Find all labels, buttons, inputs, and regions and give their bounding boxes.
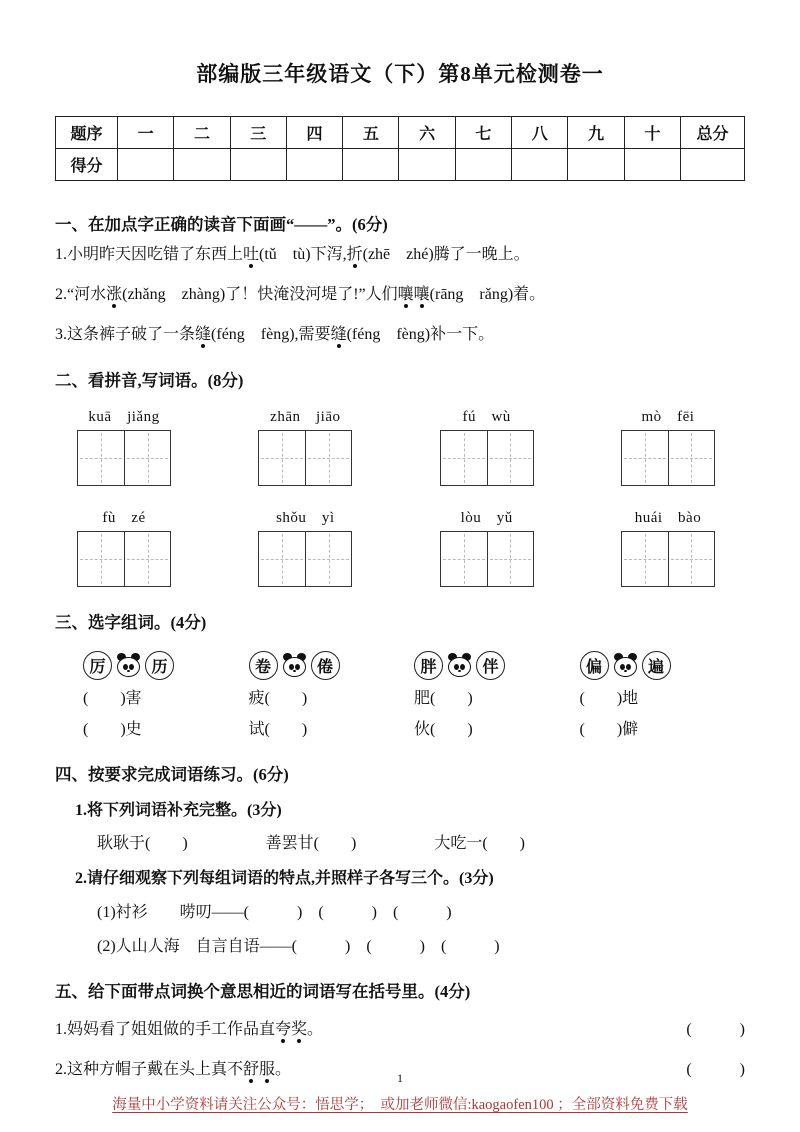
section3-heading: 三、选字组词。(4分) bbox=[55, 613, 207, 632]
pinyin-label: mò fēi bbox=[641, 409, 695, 425]
writing-cell bbox=[305, 532, 351, 586]
circled-character: 倦 bbox=[311, 651, 340, 680]
writing-cell bbox=[124, 532, 170, 586]
choice-word: ( )害 bbox=[83, 690, 142, 707]
section5-heading: 五、给下面带点词换个意思相近的词语写在括号里。(4分) bbox=[55, 982, 471, 1001]
section1-line-2: 2.“河水涨(zhǎng zhàng)了！快淹没河堤了!”人们嚷嚷(rāng rǎng)着。 bbox=[55, 275, 745, 315]
score-header-cell: 九 bbox=[568, 117, 624, 149]
score-cell bbox=[343, 149, 399, 181]
score-cell bbox=[118, 149, 174, 181]
panda-icon bbox=[281, 653, 308, 678]
score-header-cell: 五 bbox=[343, 117, 399, 149]
pinyin-label: fú wù bbox=[462, 409, 511, 425]
pinyin-word-group bbox=[621, 506, 715, 591]
pinyin-word-group bbox=[258, 506, 352, 591]
score-cell bbox=[624, 149, 680, 181]
section4-heading: 四、按要求完成词语练习。(6分) bbox=[55, 765, 289, 784]
score-cell bbox=[230, 149, 286, 181]
writing-cell bbox=[487, 431, 533, 485]
writing-cell bbox=[668, 532, 714, 586]
writing-cell bbox=[124, 431, 170, 485]
choice-word: 疲( ) bbox=[248, 690, 308, 707]
circled-character: 偏 bbox=[580, 651, 609, 680]
score-header-cell: 六 bbox=[399, 117, 455, 149]
writing-cell bbox=[305, 431, 351, 485]
sentence: 2.这种方帽子戴在头上真不舒服。 bbox=[55, 1050, 291, 1090]
section1-line-3: 3.这条裤子破了一条缝(féng fèng),需要缝(féng fèng)补一下。 bbox=[55, 315, 745, 355]
score-header-cell: 一 bbox=[118, 117, 174, 149]
score-header-cell: 八 bbox=[512, 117, 568, 149]
writing-cell bbox=[259, 431, 305, 485]
footer-text: 海量中小学资料请关注公众号：悟思学； 或加老师微信:kaogaofen100 ；全部资料免费下载 bbox=[112, 1097, 688, 1113]
score-table-score-row bbox=[56, 149, 745, 181]
choice-word: 试( ) bbox=[248, 721, 308, 738]
score-cell bbox=[286, 149, 342, 181]
writing-cell bbox=[622, 532, 668, 586]
section1-heading: 一、在加点字正确的读音下面画“——”。(6分) bbox=[55, 215, 388, 234]
writing-grid bbox=[258, 531, 352, 587]
section5-line-1 bbox=[55, 1010, 745, 1050]
score-header-cell: 二 bbox=[174, 117, 230, 149]
page-title: 部编版三年级语文（下）第8单元检测卷一 bbox=[196, 62, 604, 86]
pinyin-word-group bbox=[77, 506, 171, 591]
pinyin-label: lòu yǔ bbox=[460, 510, 513, 526]
score-header-cell: 十 bbox=[624, 117, 680, 149]
choice-word: 肥( ) bbox=[414, 690, 473, 707]
circled-character: 卷 bbox=[249, 651, 278, 680]
writing-cell bbox=[441, 431, 487, 485]
choice-word: ( )史 bbox=[83, 721, 142, 738]
choice-group bbox=[83, 647, 249, 745]
score-cell bbox=[174, 149, 230, 181]
score-cell bbox=[399, 149, 455, 181]
writing-grid bbox=[440, 430, 534, 486]
choice-group bbox=[249, 647, 415, 745]
score-header-cell: 七 bbox=[455, 117, 511, 149]
writing-cell bbox=[78, 431, 124, 485]
pinyin-word-group bbox=[440, 506, 534, 591]
answer-blank: ( ) bbox=[686, 1061, 745, 1078]
choice-group bbox=[580, 647, 746, 745]
panda-icon bbox=[612, 653, 639, 678]
section4-item1-label: 1.将下列词语补充完整。(3分) bbox=[75, 802, 282, 819]
writing-grid bbox=[621, 430, 715, 486]
writing-cell bbox=[622, 431, 668, 485]
panda-icon bbox=[446, 653, 473, 678]
score-cell bbox=[568, 149, 624, 181]
score-header-cell: 总分 bbox=[681, 117, 745, 149]
choice-word: ( )地 bbox=[579, 690, 639, 707]
section4-item2-sub2: (2)人山人海 自言自语——( ) ( ) ( ) bbox=[97, 938, 500, 955]
score-header-cell: 三 bbox=[230, 117, 286, 149]
circled-character: 伴 bbox=[476, 651, 505, 680]
pinyin-label: zhān jiāo bbox=[270, 409, 341, 425]
circled-character: 历 bbox=[145, 651, 174, 680]
circled-character: 厉 bbox=[83, 651, 112, 680]
score-header-cell: 题序 bbox=[56, 117, 118, 149]
pinyin-word-group bbox=[440, 405, 534, 490]
score-table bbox=[55, 116, 745, 181]
choice-group bbox=[414, 647, 580, 745]
writing-grid bbox=[621, 531, 715, 587]
fill-blank-phrase: 耿耿于( ) bbox=[97, 835, 188, 852]
pinyin-row-1 bbox=[55, 405, 745, 490]
writing-cell bbox=[668, 431, 714, 485]
fill-blank-phrase: 大吃一( ) bbox=[434, 835, 526, 852]
page-number: 1 bbox=[397, 1071, 403, 1085]
section1-line-1: 1.小明昨天因吃错了东西上吐(tǔ tù)下泻,折(zhē zhé)腾了一晚上。 bbox=[55, 235, 745, 275]
answer-blank: ( ) bbox=[686, 1021, 745, 1038]
writing-cell bbox=[78, 532, 124, 586]
pinyin-word-group bbox=[77, 405, 171, 490]
writing-cell bbox=[259, 532, 305, 586]
writing-grid bbox=[258, 430, 352, 486]
choice-word: 伙( ) bbox=[414, 721, 473, 738]
pinyin-label: shǒu yì bbox=[276, 510, 335, 526]
section4-item2-sub1: (1)衬衫 唠叨——( ) ( ) ( ) bbox=[97, 904, 452, 921]
pinyin-label: fù zé bbox=[102, 510, 146, 526]
pinyin-word-group bbox=[258, 405, 352, 490]
pinyin-word-group bbox=[621, 405, 715, 490]
choice-group-row bbox=[55, 647, 745, 745]
score-cell bbox=[455, 149, 511, 181]
pinyin-row-2 bbox=[55, 506, 745, 591]
circled-character: 胖 bbox=[414, 651, 443, 680]
writing-grid bbox=[440, 531, 534, 587]
section4-item1-phrases bbox=[55, 830, 745, 853]
section4-item2-label: 2.请仔细观察下列每组词语的特点,并照样子各写三个。(3分) bbox=[75, 870, 494, 887]
score-cell bbox=[681, 149, 745, 181]
score-cell bbox=[512, 149, 568, 181]
section2-heading: 二、看拼音,写词语。(8分) bbox=[55, 371, 244, 390]
writing-grid bbox=[77, 531, 171, 587]
circled-character: 遍 bbox=[642, 651, 671, 680]
writing-cell bbox=[441, 532, 487, 586]
fill-blank-phrase: 善罢甘( ) bbox=[265, 835, 357, 852]
choice-word: ( )僻 bbox=[579, 721, 639, 738]
pinyin-label: huái bào bbox=[634, 510, 702, 526]
writing-grid bbox=[77, 430, 171, 486]
writing-cell bbox=[487, 532, 533, 586]
score-row-label: 得分 bbox=[56, 149, 118, 181]
sentence: 1.妈妈看了姐姐做的手工作品直夸奖。 bbox=[55, 1010, 323, 1050]
pinyin-label: kuā jiǎng bbox=[88, 409, 160, 425]
score-header-cell: 四 bbox=[286, 117, 342, 149]
score-table-header-row bbox=[56, 117, 745, 149]
panda-icon bbox=[115, 653, 142, 678]
